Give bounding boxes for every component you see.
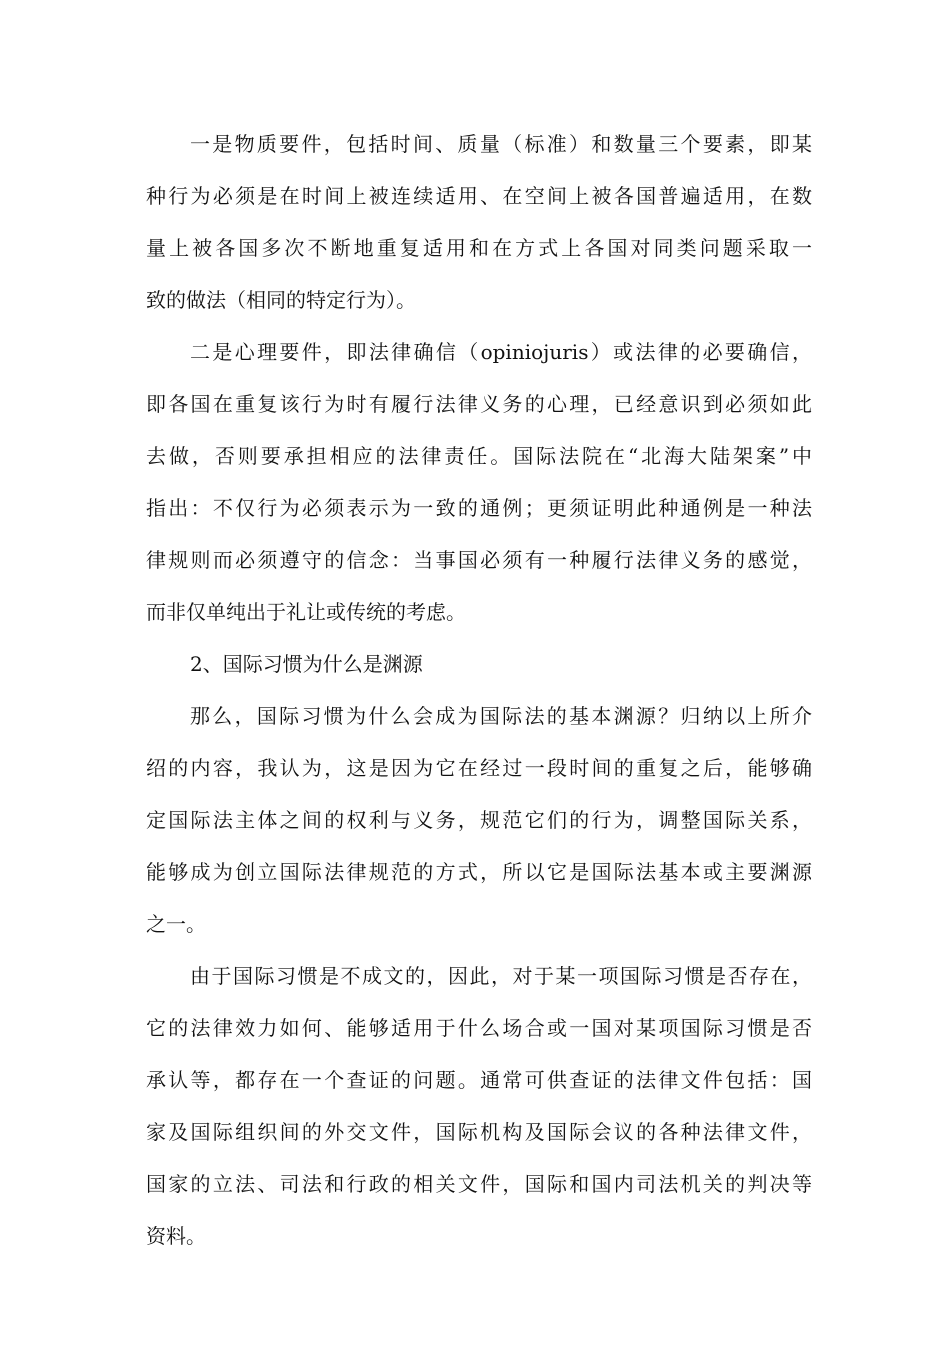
paragraph-line: 那么，国际习惯为什么会成为国际法的基本渊源？归纳以上所介 <box>190 704 812 728</box>
paragraph-line: 国家的立法、司法和行政的相关文件，国际和国内司法机关的判决等 <box>146 1172 812 1196</box>
paragraph-line: 能够成为创立国际法律规范的方式，所以它是国际法基本或主要渊源 <box>146 860 812 884</box>
paragraph-line: 去做，否则要承担相应的法律责任。国际法院在“北海大陆架案”中 <box>146 444 812 468</box>
section-heading: 2、国际习惯为什么是渊源 <box>190 652 423 676</box>
paragraph-line: 由于国际习惯是不成文的，因此，对于某一项国际习惯是否存在， <box>190 964 812 988</box>
paragraph-line: 家及国际组织间的外交文件，国际机构及国际会议的各种法律文件， <box>146 1120 812 1144</box>
paragraph-line: 种行为必须是在时间上被连续适用、在空间上被各国普遍适用，在数 <box>146 184 812 208</box>
paragraph-line: 即各国在重复该行为时有履行法律义务的心理，已经意识到必须如此 <box>146 392 812 416</box>
paragraph-line: 之一。 <box>146 912 206 936</box>
paragraph-line: 律规则而必须遵守的信念：当事国必须有一种履行法律义务的感觉， <box>146 548 812 572</box>
paragraph-line: 致的做法（相同的特定行为）。 <box>146 288 416 312</box>
paragraph-line: 一是物质要件，包括时间、质量（标准）和数量三个要素，即某 <box>190 132 812 156</box>
paragraph-line: 它的法律效力如何、能够适用于什么场合或一国对某项国际习惯是否 <box>146 1016 812 1040</box>
paragraph-line: 而非仅单纯出于礼让或传统的考虑。 <box>146 600 466 624</box>
paragraph-line: 二是心理要件，即法律确信（opiniojuris）或法律的必要确信， <box>190 340 812 364</box>
paragraph-line: 量上被各国多次不断地重复适用和在方式上各国对同类问题采取一 <box>146 236 812 260</box>
paragraph-line: 定国际法主体之间的权利与义务，规范它们的行为，调整国际关系， <box>146 808 812 832</box>
paragraph-line: 资料。 <box>146 1224 206 1248</box>
paragraph-line: 指出：不仅行为必须表示为一致的通例；更须证明此种通例是一种法 <box>146 496 812 520</box>
paragraph-line: 承认等，都存在一个查证的问题。通常可供查证的法律文件包括：国 <box>146 1068 812 1092</box>
paragraph-line: 绍的内容，我认为，这是因为它在经过一段时间的重复之后，能够确 <box>146 756 812 780</box>
